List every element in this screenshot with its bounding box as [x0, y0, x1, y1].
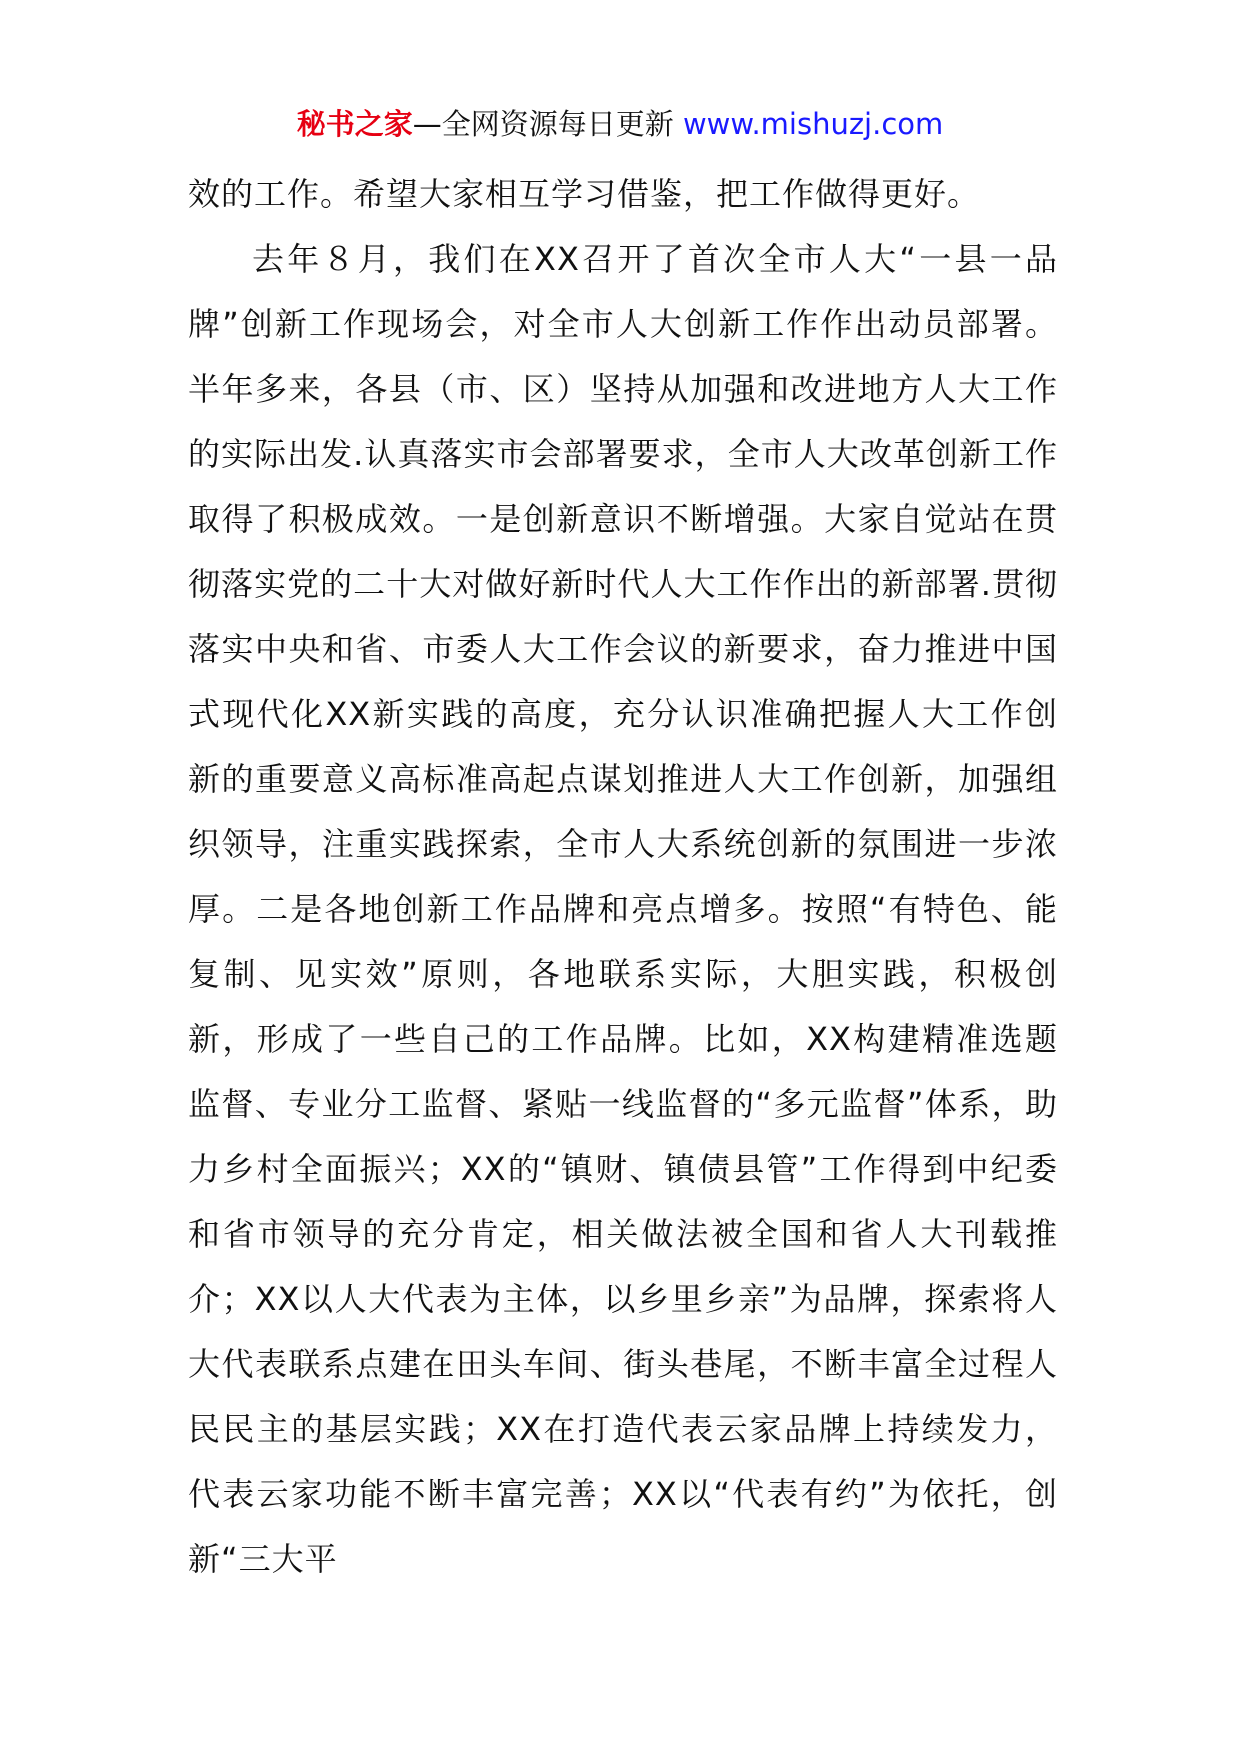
brand-name: 秘书之家: [296, 107, 413, 141]
paragraph-main: 去年８月，我们在XX召开了首次全市人大“一县一品牌”创新工作现场会，对全市人大创新工作作出动员部署。半年多来，各县（市、区）坚持从加强和改进地方人大工作的实际出发.认真落实市会部署要求，全市人大改革创新工作取得了积极成效。一是创新意识不断增强。大家自觉站在贯彻落实党的二十大对做好新时代人大工作作出的新部署.贯彻落实中央和省、市委人大工作会议的新要求，奋力推进中国式现代化XX新实践的高度，充分认识准确把握人大工作创新的重要意义高标准高起点谋划推进人大工作创新，加强组织领导，注重实践探索，全市人大系统创新的氛围进一步浓厚。二是各地创新工作品牌和亮点增多。按照“有特色、能复制、见实效”原则，各地联系实际，大胆实践，积极创新，形成了一些自己的工作品牌。比如，XX构建精准选题监督、专业分工监督、紧贴一线监督的“多元监督”体系，助力乡村全面振兴；XX的“镇财、镇债县管”工作得到中纪委和省市领导的充分肯定，相关做法被全国和省人大刊载推介；XX以人大代表为主体，以乡里乡亲”为品牌，探索将人大代表联系点建在田头车间、街头巷尾，不断丰富全过程人民民主的基层实践；XX在打造代表云家品牌上持续发力，代表云家功能不断丰富完善；XX以“代表有约”为依托，创新“三大平: [188, 240, 1058, 1578]
document-body: [188, 162, 1058, 1592]
header-tagline: —全网资源每日更新: [412, 107, 683, 141]
site-url-link[interactable]: www.mishuzj.com: [682, 107, 944, 141]
paragraph-continuation: 效的工作。希望大家相互学习借鉴，把工作做得更好。: [188, 175, 981, 213]
page-header: [0, 100, 1240, 148]
